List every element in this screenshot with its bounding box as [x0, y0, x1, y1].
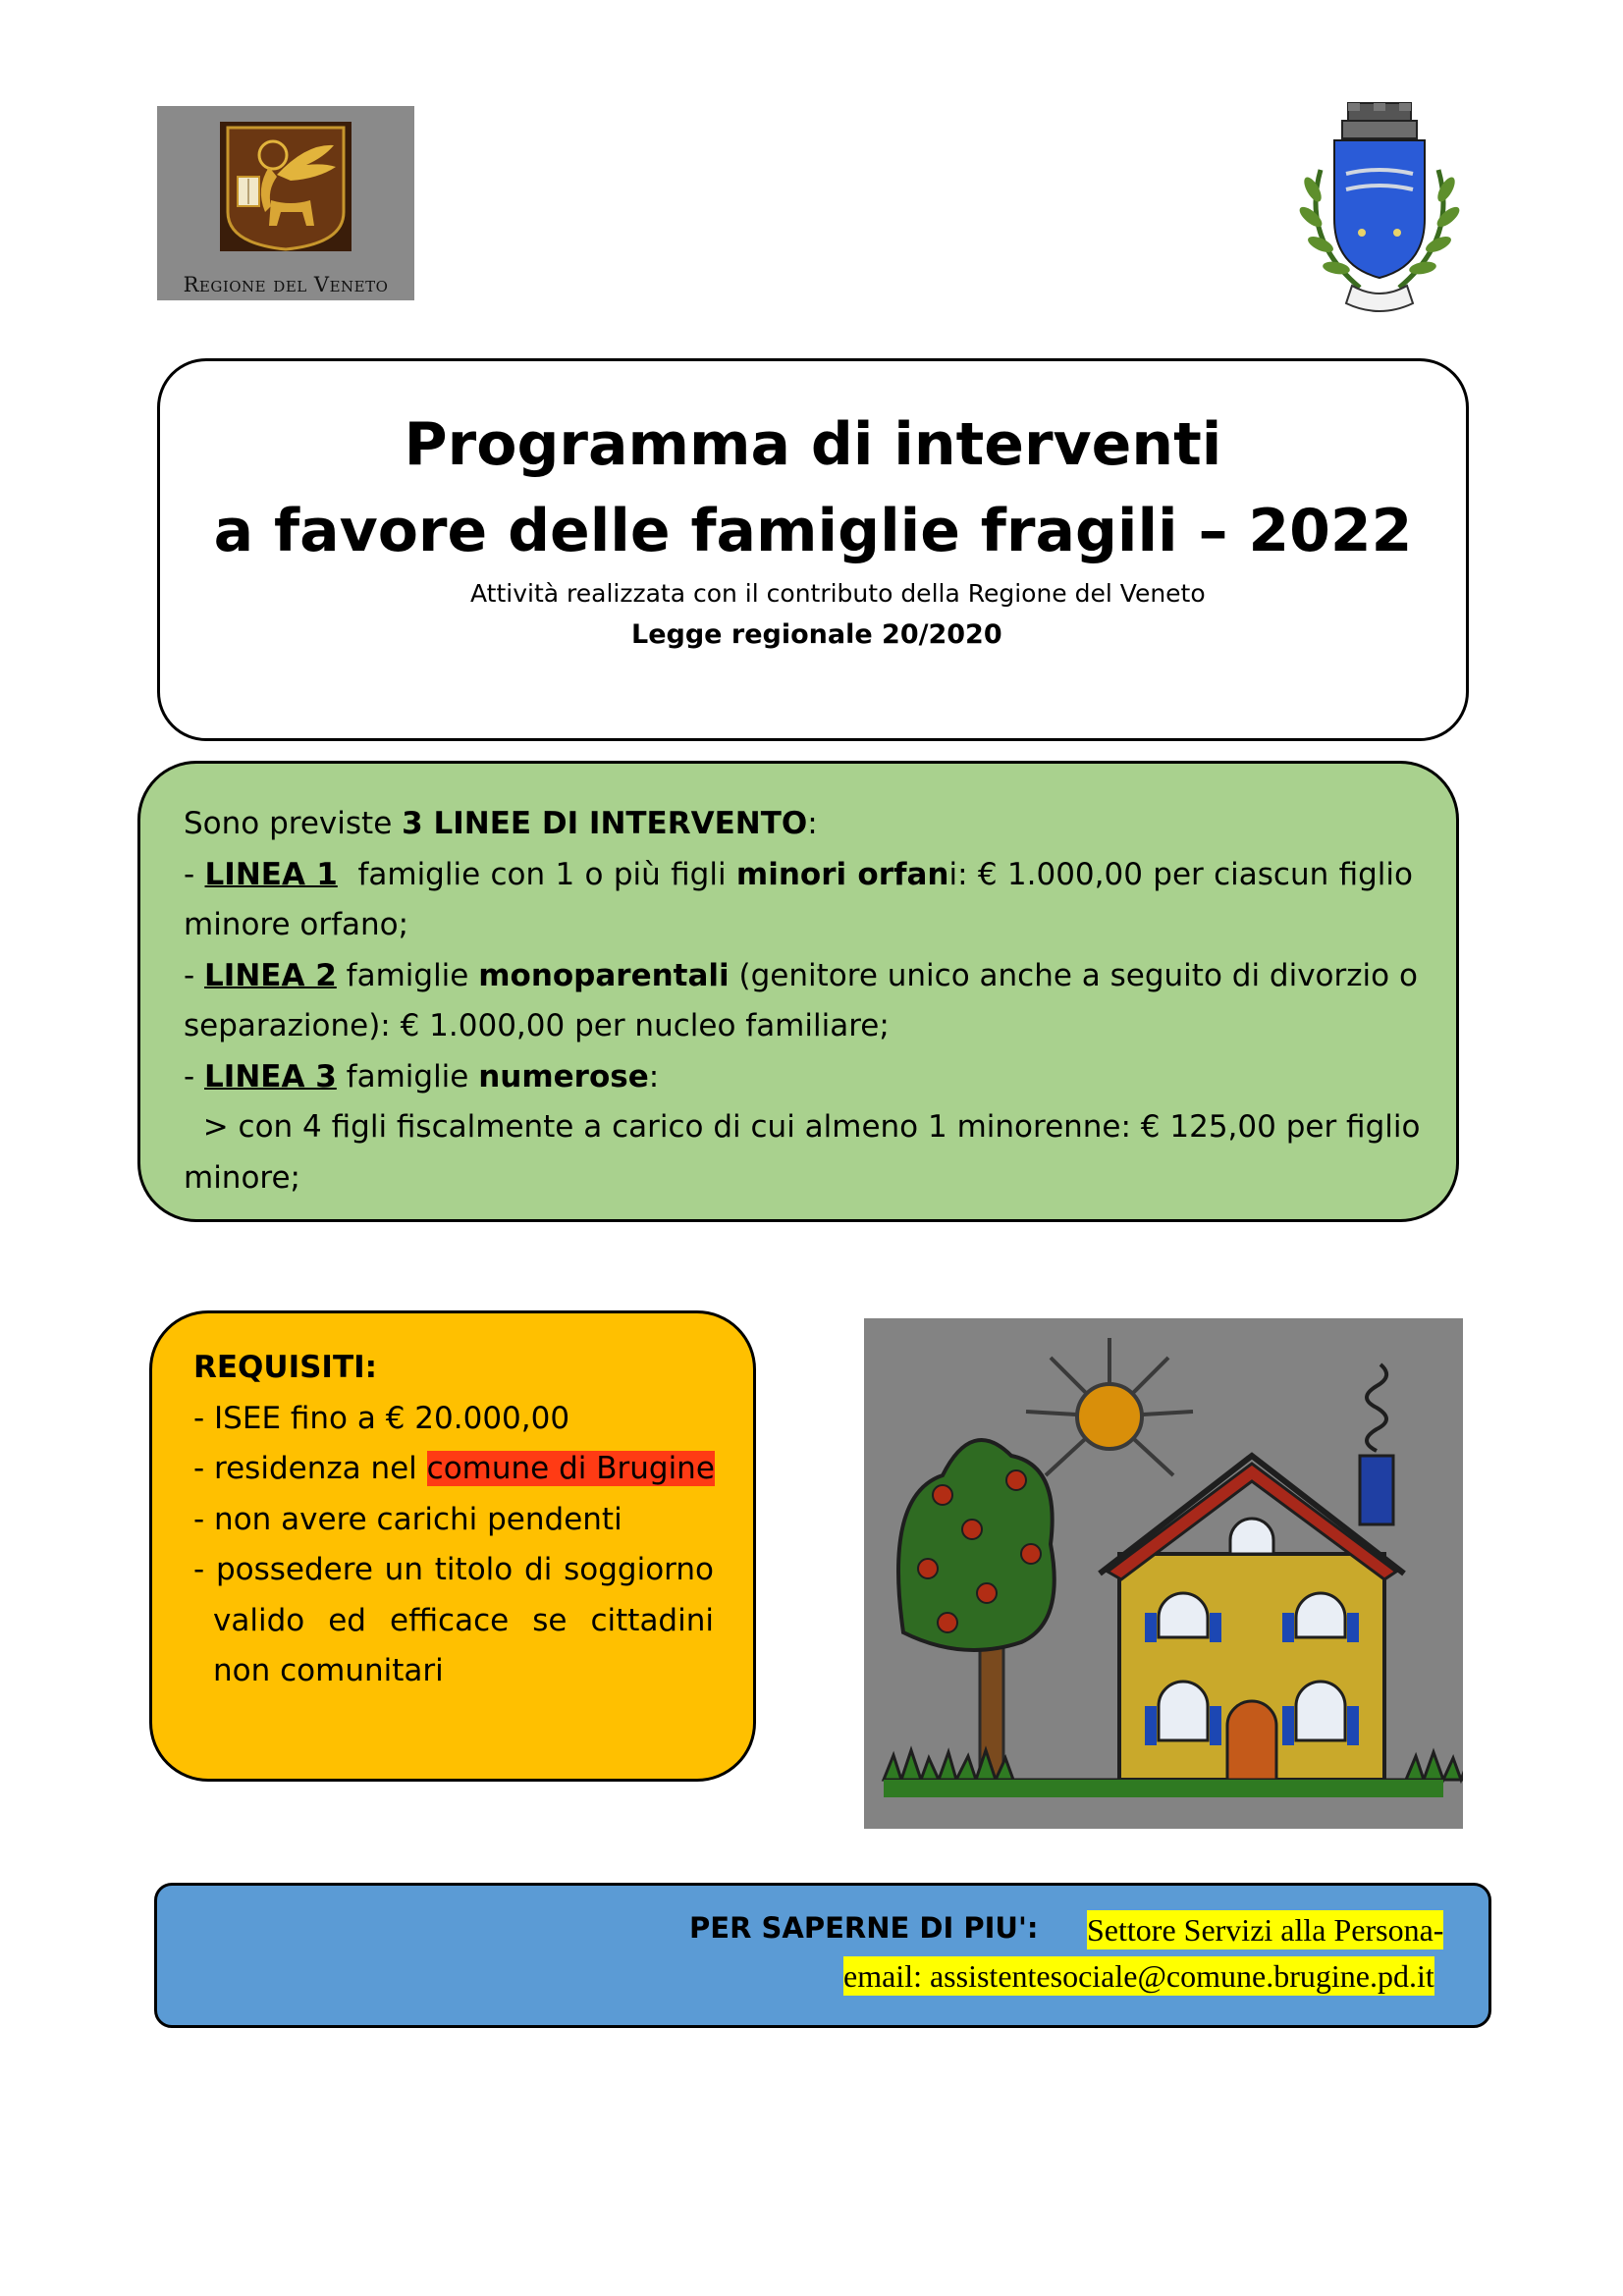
lion-of-st-mark-emblem	[214, 118, 357, 255]
house-illustration	[864, 1318, 1463, 1829]
linea-1-continuation: minore orfano;	[184, 907, 409, 942]
office-name: Settore Servizi alla Persona-	[1087, 1912, 1444, 1948]
linea-3-detail: > con 4 figli fiscalmente a carico di cui almeno 1 minorenne: € 125,00 per figlio	[184, 1109, 1421, 1145]
logo-caption: Regione del Veneto	[183, 273, 389, 296]
linea-2-item: - LINEA 2 famiglie monoparentali (genitore unico anche a seguito di divorzio o	[184, 957, 1418, 993]
requirement-permit-line-3: non comunitari	[213, 1653, 444, 1688]
requirement-isee: - ISEE fino a € 20.000,00	[193, 1400, 570, 1436]
title-box	[157, 358, 1469, 741]
requirement-permit-line-1: - possedere un titolo di soggiorno	[193, 1552, 714, 1587]
intervention-intro: Sono previste 3 LINEE DI INTERVENTO:	[184, 806, 818, 841]
requirement-residence: - residenza nel comune di Brugine	[193, 1451, 715, 1486]
regione-veneto-logo	[157, 106, 414, 300]
linea-1-item: - LINEA 1 famiglie con 1 o più figli minori orfani: € 1.000,00 per ciascun figlio	[184, 856, 1414, 892]
comune-coat-of-arms	[1291, 101, 1468, 327]
page-title-line-1: Programma di interventi	[404, 410, 1222, 479]
linea-2-continuation: separazione): € 1.000,00 per nucleo familiare;	[184, 1008, 890, 1043]
funding-note: Attività realizzata con il contributo della Regione del Veneto	[470, 579, 1206, 608]
linea-2-label: LINEA 2	[204, 957, 337, 993]
more-info-label: PER SAPERNE DI PIU':	[689, 1911, 1039, 1945]
intervention-lines-box	[137, 761, 1459, 1222]
linea-1-label: LINEA 1	[204, 856, 338, 892]
linea-3-label: LINEA 3	[204, 1058, 337, 1095]
law-reference: Legge regionale 20/2020	[631, 619, 1002, 650]
contact-email[interactable]: email: assistentesociale@comune.brugine.pd.it	[843, 1958, 1434, 1994]
requirement-no-charges: - non avere carichi pendenti	[193, 1501, 622, 1537]
requirement-permit-line-2: valido ed efficace se cittadini	[213, 1602, 714, 1638]
contact-info-box	[154, 1883, 1491, 2028]
comune-highlight: comune di Brugine	[426, 1451, 715, 1486]
requirements-heading: REQUISITI:	[193, 1350, 378, 1385]
requirements-box	[149, 1310, 756, 1782]
linea-3-continuation: minore;	[184, 1159, 301, 1196]
linea-3-item: - LINEA 3 famiglie numerose:	[184, 1058, 660, 1095]
page-title-line-2: a favore delle famiglie fragili – 2022	[213, 497, 1413, 565]
